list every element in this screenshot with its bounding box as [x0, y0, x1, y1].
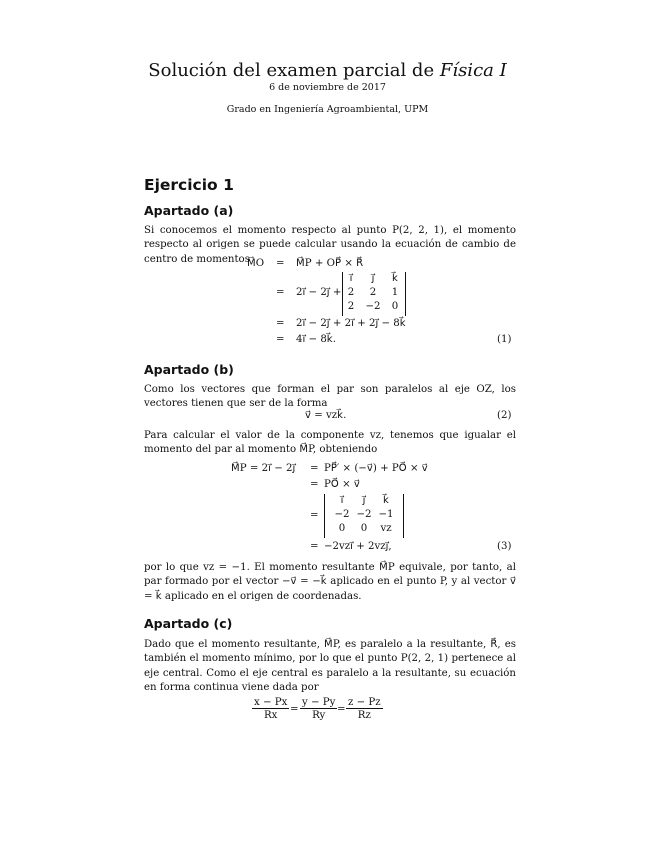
continuous-equation-equals-2: = — [337, 704, 346, 715]
eq3-lhs: M⃗P = 2i⃗ − 2j⃗ — [231, 463, 296, 474]
eq1-equals-2: = — [276, 287, 285, 298]
det2-cell: j⃗ — [362, 495, 366, 506]
det1-cell: 2 — [347, 301, 355, 312]
eq1-equals-4: = — [276, 334, 285, 345]
det2-cell: 0 — [338, 523, 346, 534]
continuous-equation-equals-1: = — [290, 704, 299, 715]
eq1-line-1: M⃗P + OP⃗ × R⃗ — [296, 258, 364, 269]
det2-cell: 0 — [360, 523, 368, 534]
det1-cell: −2 — [365, 301, 381, 312]
document-title: Solución del examen parcial de Física I — [148, 60, 507, 81]
part-b-heading: Apartado (b) — [144, 362, 234, 377]
det2-cell: −2 — [356, 509, 372, 520]
eq1-determinant — [342, 272, 406, 316]
eq1-equals-3: = — [276, 318, 285, 329]
det1-cell: 1 — [391, 287, 399, 298]
eq2: v⃗ = vzk⃗. — [305, 410, 347, 421]
det2-cell: k⃗ — [383, 495, 389, 506]
det2-cell: i⃗ — [340, 495, 344, 506]
eq1-lhs: M⃗O — [247, 258, 265, 269]
det2-cell: vz — [380, 523, 392, 534]
continuous-equation-fraction-y: $\frac{y - Py}{Ry}$ — [302, 697, 336, 721]
det2-cell: −1 — [378, 509, 394, 520]
eq1-line-2-prefix: 2i⃗ − 2j⃗ + — [296, 287, 342, 298]
eq1-line-4: 4i⃗ − 8k⃗. — [296, 334, 336, 345]
part-c-text: Dado que el momento resultante, M⃗P, es paralelo a la resultante, R⃗, es también el momento mínimo, por lo que el punto P(2, 2, 1) pertenece al eje central. Como el eje central es paralelo a la resultante, su ecuación en forma continua viene dada por — [144, 639, 516, 693]
part-b-text-2: Para calcular el valor de la componente vz, tenemos que igualar el momento del par al momento M⃗P, obteniendo — [144, 430, 516, 456]
part-b-text-3: por lo que vz = −1. El momento resultante M⃗P equivale, por tanto, al par formado por el vector −v⃗ = −k⃗ aplicado en el punto P, y al vector v⃗ = k⃗ aplicado en el origen de coordenadas. — [144, 562, 516, 602]
eq3-equals-3: = — [310, 510, 319, 521]
eq3-equals-2: = — [310, 479, 319, 490]
det2-cell: −2 — [334, 509, 350, 520]
eq3-line-1: PP⃗′ × (−v⃗) + PO⃗ × v⃗ — [324, 463, 428, 474]
det1-cell: 2 — [347, 287, 355, 298]
det1-cell: k⃗ — [392, 273, 398, 284]
document-date: 6 de noviembre de 2017 — [269, 82, 386, 93]
document-affiliation: Grado en Ingeniería Agroambiental, UPM — [226, 104, 429, 115]
continuous-equation-fraction-x: $\frac{x - Px}{Rx}$ — [254, 697, 288, 721]
det1-cell: i⃗ — [349, 273, 353, 284]
eq1-equals-1: = — [276, 258, 285, 269]
part-b-text-1: Como los vectores que forman el par son paralelos al eje OZ, los vectores tienen que ser de la forma — [144, 384, 516, 410]
eq1-line-3: 2i⃗ − 2j⃗ + 2i⃗ + 2j⃗ − 8k⃗ — [296, 318, 406, 329]
eq3-equals-1: = — [310, 463, 319, 474]
part-c-heading: Apartado (c) — [144, 616, 233, 631]
part-a-text: Si conocemos el momento respecto al punto P(2, 2, 1), el momento respecto al origen se puede calcular usando la ecuación de cambio de centro de momentos — [144, 225, 516, 265]
eq2-number: (2) — [497, 410, 512, 421]
det1-cell: 2 — [369, 287, 377, 298]
eq3-number: (3) — [497, 541, 512, 552]
eq3-determinant — [324, 494, 404, 538]
det1-cell: j⃗ — [371, 273, 375, 284]
eq3-line-2: PO⃗ × v⃗ — [324, 479, 360, 490]
continuous-equation-fraction-z: $\frac{z - Pz}{Rz}$ — [348, 697, 381, 721]
eq1-number: (1) — [497, 334, 512, 345]
det1-cell: 0 — [391, 301, 399, 312]
eq3-equals-4: = — [310, 541, 319, 552]
exercise-heading: Ejercicio 1 — [144, 176, 234, 194]
eq3-line-4: −2vzi⃗ + 2vzj⃗, — [324, 541, 392, 552]
part-a-heading: Apartado (a) — [144, 203, 234, 218]
